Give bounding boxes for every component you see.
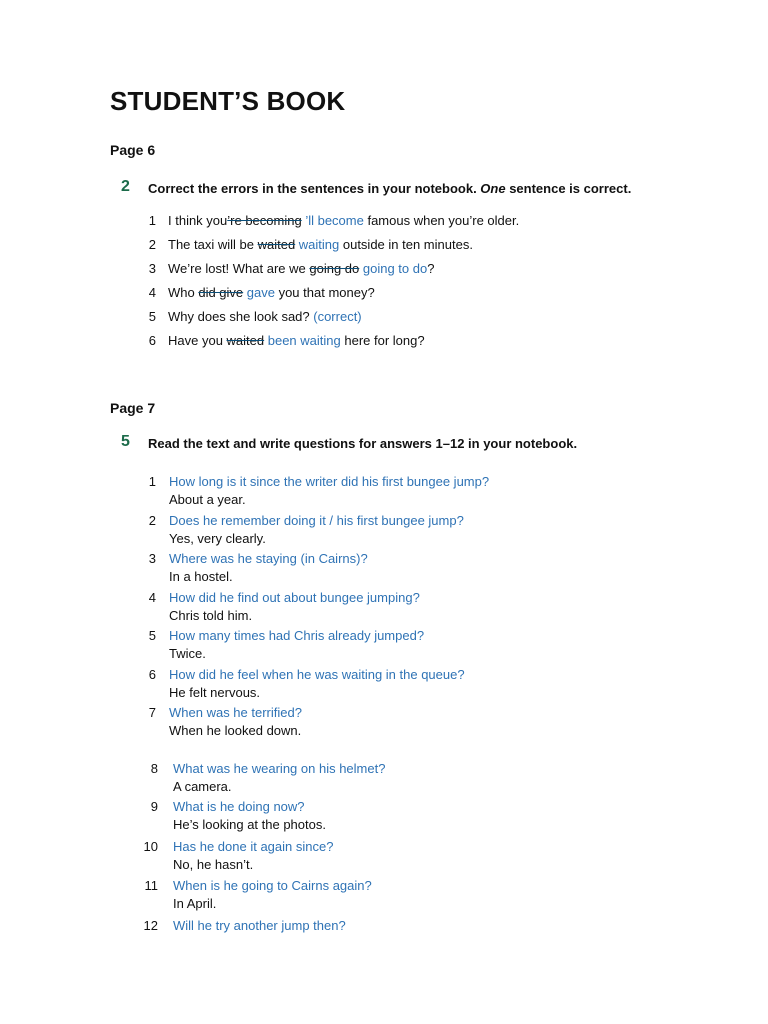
correction-text: waiting [295, 237, 340, 252]
question-body [173, 878, 372, 911]
question-body [169, 705, 302, 738]
correction-text: (correct) [313, 309, 362, 324]
correction-text: ’ll become [301, 213, 364, 228]
correction-item [140, 333, 425, 348]
question-item [138, 839, 333, 872]
sentence-text: I think you [168, 213, 228, 228]
sentence-text: The taxi will be [168, 237, 258, 252]
question-text: When is he going to Cairns again? [173, 878, 372, 893]
question-text: Does he remember doing it / his first bungee jump? [169, 513, 464, 528]
question-body [169, 551, 368, 584]
question-body [169, 590, 420, 623]
item-number: 2 [148, 237, 156, 252]
instruction-text: sentence is correct. [505, 181, 632, 196]
question-item [140, 551, 368, 584]
item-number: 4 [148, 285, 156, 300]
question-item [138, 918, 346, 933]
instruction-emphasis: One [480, 181, 506, 196]
item-number: 3 [148, 261, 156, 276]
question-body [173, 918, 346, 933]
exercise-5-number: 5 [121, 433, 130, 450]
item-number: 6 [148, 333, 156, 348]
question-text: What is he doing now? [173, 799, 305, 814]
question-body [169, 513, 464, 546]
question-body [169, 474, 489, 507]
sentence-text: outside in ten minutes. [339, 237, 473, 252]
question-text: How did he find out about bungee jumping? [169, 590, 420, 605]
sentence-text: Why does she look sad? [168, 309, 314, 324]
sentence-text: ? [427, 261, 435, 276]
question-text: Where was he staying (in Cairns)? [169, 551, 368, 566]
question-text: How did he feel when he was waiting in the queue? [169, 667, 465, 682]
answer-text: He felt nervous. [169, 685, 261, 700]
answer-text: No, he hasn’t. [173, 857, 254, 872]
question-text: When was he terrified? [169, 705, 302, 720]
correction-item [140, 309, 362, 324]
sentence-text: Have you [168, 333, 227, 348]
question-text: How many times had Chris already jumped? [169, 628, 425, 643]
exercise-5-instruction: Read the text and write questions for answers 1–12 in your notebook. [148, 436, 578, 451]
item-number: 3 [148, 551, 156, 566]
item-number: 6 [148, 667, 156, 682]
question-body [169, 628, 424, 661]
instruction-text: Correct the errors in the sentences in your notebook. [148, 181, 481, 196]
exercise-2-instruction [148, 181, 631, 196]
question-body [173, 799, 326, 832]
answer-text: Yes, very clearly. [169, 531, 266, 546]
answer-text: When he looked down. [169, 723, 302, 738]
item-number: 10 [143, 839, 158, 854]
struck-error: ’re becoming [227, 213, 302, 228]
sentence-text: We’re lost! What are we [168, 261, 310, 276]
correction-item [140, 213, 519, 228]
item-number: 5 [148, 309, 156, 324]
correction-item [140, 261, 434, 276]
answer-text: About a year. [169, 492, 246, 507]
question-body [173, 839, 333, 872]
exercise-2-number: 2 [121, 178, 130, 195]
item-number: 11 [144, 878, 158, 893]
item-number: 1 [148, 474, 156, 489]
item-number: 8 [150, 761, 158, 776]
struck-error: waited [226, 333, 265, 348]
item-number: 9 [150, 799, 158, 814]
item-number: 1 [148, 213, 156, 228]
sentence-text: you that money? [274, 285, 375, 300]
question-item [138, 799, 326, 832]
question-body [173, 761, 385, 794]
question-text: How long is it since the writer did his first bungee jump? [169, 474, 490, 489]
correction-text: been waiting [264, 333, 341, 348]
correction-item [140, 237, 473, 252]
sentence-text: Who [168, 285, 199, 300]
question-item [140, 628, 424, 661]
page-6-label: Page 6 [110, 142, 156, 158]
page-7-label: Page 7 [110, 400, 156, 416]
question-item [140, 513, 464, 546]
item-number: 2 [148, 513, 156, 528]
item-number: 4 [148, 590, 156, 605]
item-number: 12 [143, 918, 158, 933]
question-text: Has he done it again since? [173, 839, 334, 854]
answer-text: In April. [173, 896, 217, 911]
question-body [169, 667, 465, 700]
sentence-text: here for long? [340, 333, 425, 348]
question-text: Will he try another jump then? [173, 918, 346, 933]
question-item [140, 705, 302, 738]
question-item [140, 667, 465, 700]
question-text: What was he wearing on his helmet? [173, 761, 386, 776]
question-item [140, 590, 420, 623]
page-title: STUDENT’S BOOK [110, 86, 346, 116]
answer-text: Chris told him. [169, 608, 253, 623]
item-number: 5 [148, 628, 156, 643]
struck-error: going do [309, 261, 360, 276]
answer-text: He’s looking at the photos. [173, 817, 326, 832]
answer-text: Twice. [169, 646, 206, 661]
struck-error: waited [257, 237, 296, 252]
question-item [138, 878, 372, 911]
answer-text: A camera. [173, 779, 232, 794]
sentence-text: famous when you’re older. [363, 213, 520, 228]
question-item [140, 474, 489, 507]
item-number: 7 [148, 705, 156, 720]
correction-text: going to do [359, 261, 428, 276]
correction-item [140, 285, 375, 300]
struck-error: did give [198, 285, 244, 300]
answer-text: In a hostel. [169, 569, 233, 584]
correction-text: gave [243, 285, 275, 300]
question-item [138, 761, 385, 794]
